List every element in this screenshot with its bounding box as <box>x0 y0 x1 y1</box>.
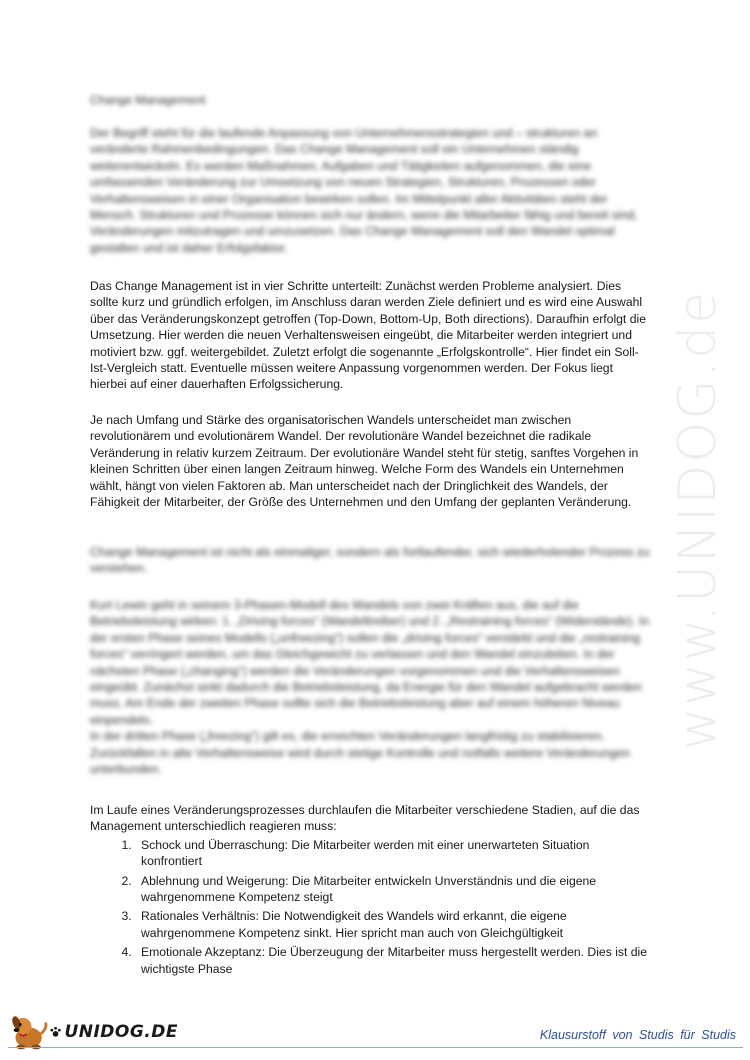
footer-tagline: Klausurstoff von Studis für Studis <box>539 1028 736 1042</box>
logo-text: UNIDOG.DE <box>64 1022 178 1042</box>
unidog-logo <box>8 1012 178 1052</box>
document-heading <box>90 92 650 108</box>
watermark-text: www.UNIDOG.de <box>668 289 728 751</box>
intro-paragraph: Der Begriff steht für die laufende Anpassung von Unternehmensstrategien und – strukturen an veränderte Rahmenbedingungen. Das Change Management soll ein Unternehmen ständig weiterentwickeln. Es werden Maßnahmen, Aufgaben und Tätigkeiten aufgenommen, die eine umfassenden Veränderung zur Umsetzung von neuen Strategien, Strukturen, Prozessen oder Verhaltensweisen in einer Organisation bewirken sollen. Im Mittelpunkt aller Aktivitäten steht der Mensch. Strukturen und Prozesse können sich nur ändern, wenn die Mitarbeiter fähig und bereit sind, Veränderungen mitzutragen und umzusetzen. Das Change Management soll den Wandel optimal gestalten und ist daher Erfolgsfaktor. <box>90 126 638 255</box>
steps-paragraph: Das Change Management ist in vier Schritte unterteilt: Zunächst werden Probleme analysiert. Dies sollte kurz und gründlich erfolgen, im Anschluss daran werden Ziele definiert und es wird eine Auswahl über das Veränderungskonzept getroffen (Top-Down, Bottom-Up, Both directions). Daraufhin erfolgt die Umsetzung. Hier werden die neuen Verhaltensweisen eingeübt, die Mitarbeiter werden integriert und motiviert bzw. ggf. weitergebildet. Zuletzt erfolgt die sogenannte „Erfolgskontrolle“. Hier findet ein Soll-Ist-Vergleich statt. Eventuelle müssen weitere Anpassung vorgenommen werden. Der Fokus liegt hierbei auf einer dauerhaften Erfolgssicherung. <box>90 279 646 392</box>
list-item: 4. Emotionale Akzeptanz: Die Überzeugung der Mitarbeiter muss hergestellt werden. Dies ist die wichtigste Phase <box>135 944 650 977</box>
watermark <box>668 280 728 760</box>
lewin-paragraph-2: In der dritten Phase („freezing“) gilt es, die erreichten Veränderungen langfristig zu stabilisieren. Zurückfallen in alte Verhaltensweise wird durch stetige Kontrolle und notfalls weitere Veränderungen unterbunden. <box>90 729 630 777</box>
stadien-section <box>90 802 650 980</box>
list-item: 3. Rationales Verhältnis: Die Notwendigkeit des Wandels wird erkannt, die eigene wahrgenommene Kompetenz sinkt. Hier spricht man auch von Gleichgültigkeit <box>135 908 650 941</box>
stadien-intro: Im Laufe eines Veränderungsprozesses durchlaufen die Mitarbeiter verschiedene Stadien, auf die das Management unterschiedlich reagieren muss: <box>90 803 640 834</box>
heading-text: Change Management <box>90 93 206 107</box>
list-item: 1. Schock und Überraschung: Die Mitarbeiter werden mit einer unerwarteten Situation konfrontiert <box>135 837 650 870</box>
wandel-paragraph: Je nach Umfang und Stärke des organisatorischen Wandels unterscheidet man zwischen revolutionärem und evolutionärem Wandel. Der revolutionäre Wandel bezeichnet die radikale Veränderung in relativ kurzem Zeitraum. Der evolutionäre Wandel steht für stetig, sanftes Vorgehen in kleinen Schritten über einen langen Zeitraum hinweg. Welche Form des Wandels ein Unternehmen wählt, hängt von vielen Faktoren ab. Man unterscheidet nach der Dringlichkeit des Wandels, der Fähigkeit der Mitarbeiter, der Größe des Unternehmen und den Umfang der geplanten Veränderung. <box>90 413 639 510</box>
prozess-paragraph: Change Management ist nicht als einmaliger, sondern als fortlaufender, sich wiederholender Prozess zu verstehen. <box>90 545 650 576</box>
lewin-paragraph: Kurt Lewin geht in seinem 3-Phasen-Modell des Wandels von zwei Kräften aus, die auf die Betriebsleistung wirken: 1. „Driving forces“ (Wandeltreiber) und 2. „Restraining forces“ (Widerstände). In der ersten Phase seines Modells („unfreezing“) sollen die „driving forces“ verstärkt und die „restraining forces“ verringert werden, um das Gleichgewicht zu verlassen und den Wandel einzuleiten. In der nächsten Phase („changing“) werden die Veränderungen vorgenommen und die Verhaltensweisen eingeübt. Zunächst sinkt dadurch die Betriebsleistung, da Energie für den Wandel aufgebracht werden muss. Am Ende der zweiten Phase sollte sich die Betriebsleistung aber auf einem höheren Niveau einpendeln. <box>90 598 650 727</box>
paw-icon <box>49 1025 62 1039</box>
dog-icon <box>8 1012 49 1052</box>
stadien-list <box>90 837 650 977</box>
footer-divider <box>8 1047 743 1048</box>
list-item: 2. Ablehnung und Weigerung: Die Mitarbeiter entwickeln Unverständnis und die eigene wahrgenommene Kompetenz steigt <box>135 873 650 906</box>
lewin-section <box>90 597 650 777</box>
